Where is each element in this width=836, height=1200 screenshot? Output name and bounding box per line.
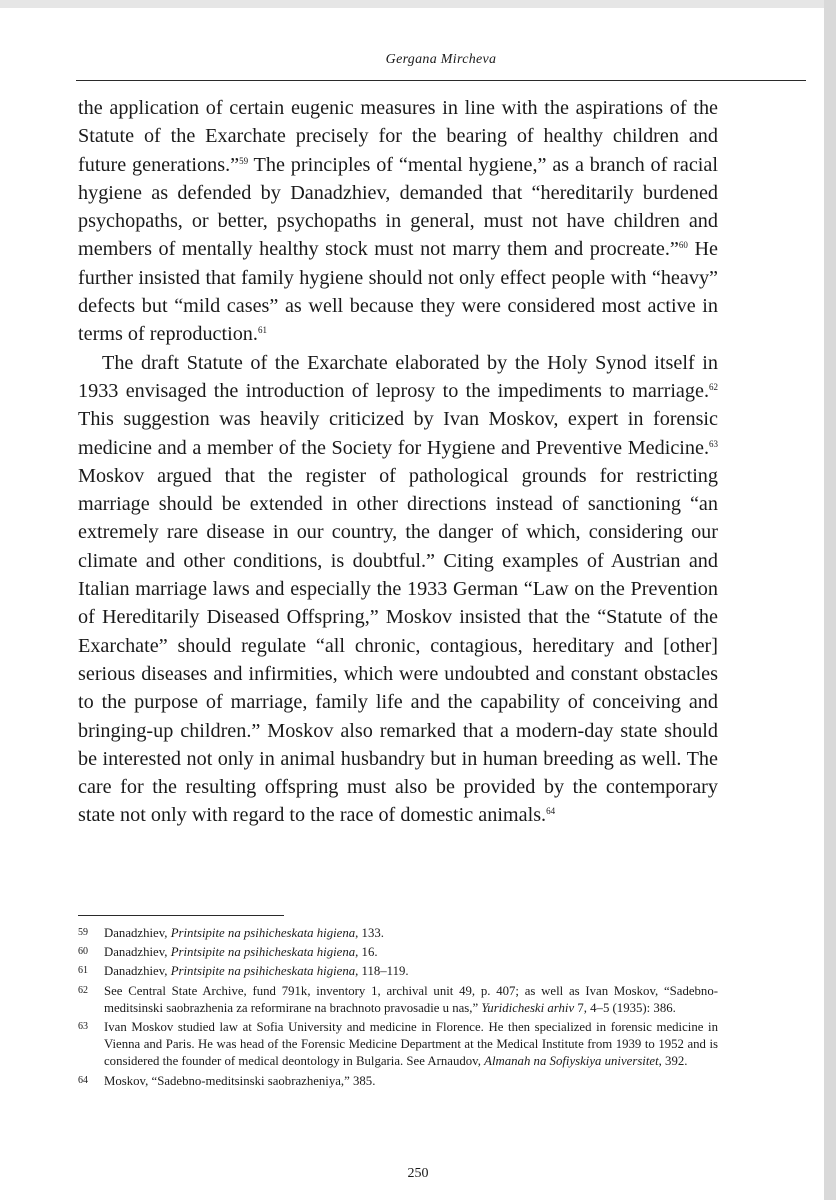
- footnote-63: [78, 1019, 718, 1071]
- footnote-text: See Central State Archive, fund 791k, inventory 1, archival unit 49, p. 407; as well as Ivan Moskov, “Sadebno-meditsinski saobrazhenia za reformirane na brachnoto pravosadie u nas,” Yuridicheski arhiv 7, 4–5 (1935): 386.: [104, 983, 718, 1015]
- footnote-ref-64[interactable]: 64: [546, 806, 556, 817]
- footnote-number: 59: [78, 927, 88, 938]
- footnote-number: 63: [78, 1021, 88, 1033]
- footnote-ref-60[interactable]: 60: [678, 240, 688, 251]
- footnote-ref-59[interactable]: 59: [239, 155, 249, 166]
- paragraph-2-text-c: Moskov argued that the register of pathological grounds for restricting marriage should be extended in other directions instead of sanctioning “an extremely rare disease in our country, the danger of which, considering our climate and other conditions, is doubtful.” Citing examples of Austrian and Italian marriage laws and especially the 1933 German “Law on the Prevention of Hereditarily Diseased Offspring,” Moskov insisted that the “Statute of the Exarchate” should regulate “all chronic, contagious, hereditary and [other] serious diseases and infirmities, which were undoubted and constant obstacles to the purpose of marriage, family life and the capability of conceiving and bringing-up children.” Moskov also remarked that a modern-day state should be interested not only in animal husbandry but in human breeding as well. The care for the resulting offspring must also be provided by the contemporary state not only with regard to the race of domestic animals.: [78, 464, 718, 827]
- footnote-text: Danadzhiev, Printsipite na psihicheskata higiena, 133.: [104, 926, 384, 940]
- footnote-text: Danadzhiev, Printsipite na psihicheskata higiena, 118–119.: [104, 964, 409, 979]
- paragraph-1: [78, 94, 718, 349]
- footnote-61: [78, 963, 718, 980]
- footnote-ref-61[interactable]: 61: [257, 325, 267, 336]
- footnote-ref-63[interactable]: 63: [709, 438, 718, 449]
- footnote-ref-62[interactable]: 62: [709, 381, 718, 392]
- footnote-number: 64: [78, 1074, 88, 1086]
- paragraph-1-text-a: the application of certain eugenic measures in line with the aspirations of the Statute of the Exarchate precisely for the bearing of healthy children and future generations.”: [78, 97, 718, 176]
- footnote-59: [78, 925, 718, 942]
- paragraph-2-text-a: The draft Statute of the Exarchate elaborated by the Holy Synod itself in 1933 envisaged the introduction of leprosy to the impediments to marriage.: [78, 351, 718, 402]
- footnote-number: 60: [78, 946, 88, 958]
- page-number: 250: [407, 1166, 429, 1181]
- paragraph-2: [78, 349, 718, 830]
- paragraph-2-text-b: This suggestion was heavily criticized by Ivan Moskov, expert in forensic medicine and a member of the Society for Hygiene and Preventive Medicine.: [78, 408, 718, 459]
- footnote-62: [78, 983, 718, 1017]
- paragraph-1-text-c: He further insisted that family hygiene should not only effect people with “heavy” defects but “mild cases” as well because they were considered most active in terms of reproduction.: [78, 238, 719, 346]
- footnote-number: 61: [78, 965, 88, 977]
- page-edge-right: [824, 0, 836, 1200]
- running-header-title: Gergana Mircheva: [385, 52, 497, 67]
- footnote-64: [78, 1073, 718, 1090]
- page-edge-top: [0, 0, 836, 8]
- footnotes: [78, 925, 718, 1092]
- footnote-text: Moskov, “Sadebno-meditsinski saobrazheniya,” 385.: [104, 1073, 376, 1088]
- footnote-60: [78, 944, 718, 961]
- paragraph-1-text-b: The principles of “mental hygiene,” as a branch of racial hygiene as defended by Danadzhiev, demanded that “hereditarily burdened psychopaths, or better, psychopaths in general, must not have children and members of mentally healthy stock must not marry them and procreate.”: [78, 153, 718, 261]
- footnote-text: Danadzhiev, Printsipite na psihicheskata higiena, 16.: [104, 945, 378, 960]
- footnote-separator: [78, 915, 284, 916]
- footnote-number: 62: [78, 984, 88, 996]
- main-text: [78, 94, 718, 830]
- footnote-text: Ivan Moskov studied law at Sofia University and medicine in Florence. He then specialized in forensic medicine in Vienna and Paris. He was head of the Forensic Medicine Department at the Medical Institute from 1939 to 1952 and is considered the founder of medical deontology in Bulgaria. See Arnaudov, Almanah na Sofiyskiya universitet, 392.: [104, 1020, 718, 1069]
- running-header: [76, 44, 806, 81]
